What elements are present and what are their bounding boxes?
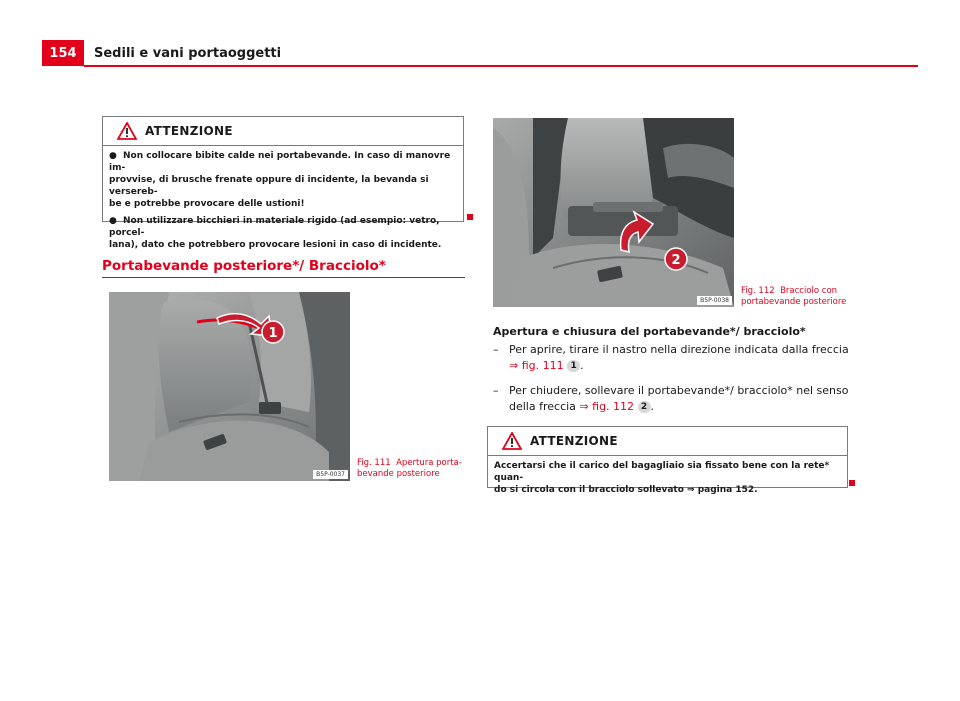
dash-marker: –	[493, 384, 499, 397]
figure-111-photo	[109, 292, 350, 481]
warning-header	[488, 427, 847, 456]
figure-code: B5P-0038	[697, 296, 732, 305]
section-end-mark	[849, 480, 855, 486]
warning-triangle-icon	[117, 122, 137, 140]
figure-112-link[interactable]: ⇒ fig. 112	[579, 400, 635, 413]
warning-box-drinks	[102, 116, 464, 250]
callout-2-badge: 2	[638, 401, 651, 413]
figure-code: B5P-0037	[313, 470, 348, 479]
figure-111-link[interactable]: ⇒ fig. 111	[509, 359, 564, 372]
figure-112-photo	[493, 118, 734, 307]
callout-2-label: 2	[671, 253, 681, 268]
warning-label: ATTENZIONE	[145, 124, 233, 138]
warning-box-luggage	[487, 426, 848, 495]
callout-1-badge: 1	[567, 360, 580, 372]
callout-1-label: 1	[268, 326, 278, 341]
page-title: Sedili e vani portaoggetti	[94, 46, 282, 61]
warning-text: Accertarsi che il carico del bagagliaio sia fissato bene con la rete* quan- do si circola con il bracciolo sollevato ⇒ pagina 152.	[494, 461, 830, 495]
section-divider	[102, 277, 465, 278]
section-end-mark	[467, 214, 473, 220]
warning-header	[103, 117, 463, 146]
figure-112-caption: Fig. 112 Bracciolo con portabevande posteriore	[741, 286, 847, 307]
header-divider	[84, 65, 918, 67]
warning-item: ● Non collocare bibite calde nei portabevande. In caso di manovre im- provvise, di brusche frenate oppure di incidente, la bevanda si versereb- be e potrebbe provocare delle ustioni!	[109, 151, 451, 209]
figure-111-caption: Fig. 111 Apertura porta- bevande posteriore	[357, 458, 462, 479]
bullet-icon: ●	[109, 216, 117, 226]
step-open: – Per aprire, tirare il nastro nella direzione indicata dalla freccia ⇒ fig. 111 1 .	[493, 343, 849, 372]
warning-item: ● Non utilizzare bicchieri in materiale rigido (ad esempio: vetro, porcel- lana), dato che potrebbero provocare lesioni in caso di incidente.	[109, 216, 442, 250]
warning-label: ATTENZIONE	[530, 434, 618, 448]
dash-marker: –	[493, 343, 499, 356]
page-number: 154	[42, 40, 84, 66]
bullet-icon: ●	[109, 151, 117, 161]
procedure-title: Apertura e chiusura del portabevande*/ bracciolo*	[493, 325, 806, 338]
warning-triangle-icon	[502, 432, 522, 450]
warning-text	[103, 146, 463, 260]
section-title: Portabevande posteriore*/ Bracciolo*	[102, 258, 386, 274]
step-close: – Per chiudere, sollevare il portabevande*/ bracciolo* nel senso della freccia ⇒ fig. 112 2 .	[493, 384, 849, 413]
